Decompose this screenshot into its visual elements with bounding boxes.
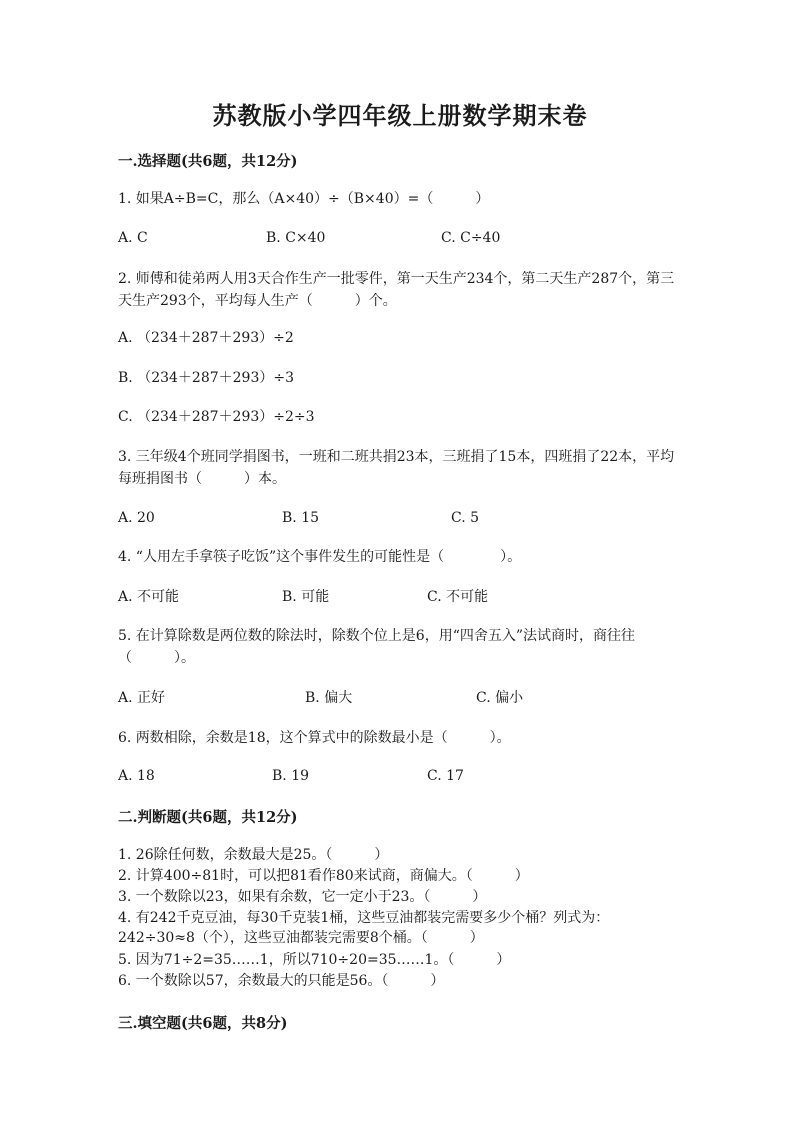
- judge-question-4: 4. 有242千克豆油，每30千克装1桶，这些豆油都装完需要多少个桶？列式为：242÷30≈8（个），这些豆油都装完需要8个桶。（ ）: [118, 910, 610, 946]
- choice-6-option-c: C. 17: [427, 768, 464, 784]
- page-title: 苏教版小学四年级上册数学期末卷: [212, 101, 588, 130]
- choice-4-option-b: B. 可能: [282, 589, 330, 605]
- section-heading-judge: 二.判断题(共6题，共12分): [118, 809, 298, 826]
- choice-2-option-c: C. （234＋287＋293）÷2÷3: [118, 409, 315, 425]
- choice-6-option-b: B. 19: [272, 768, 310, 784]
- choice-question-1: 1. 如果A÷B=C，那么（A×40）÷（B×40）=（ ）: [118, 191, 490, 207]
- choice-question-3: 3. 三年级4个班同学捐图书，一班和二班共捐23本，三班捐了15本，四班捐了22本，平均每班捐图书（ ）本。: [118, 449, 675, 487]
- judge-question-1: 1. 26除任何数，余数最大是25。（ ）: [118, 847, 389, 863]
- choice-3-option-a: A. 20: [118, 510, 155, 526]
- choice-5-option-a: A. 正好: [118, 690, 166, 706]
- choice-5-option-b: B. 偏大: [305, 690, 353, 706]
- choice-6-option-a: A. 18: [118, 768, 155, 784]
- choice-1-option-a: A. C: [118, 230, 148, 246]
- judge-question-6: 6. 一个数除以57，余数最大的只能是56。（ ）: [118, 973, 445, 989]
- choice-3-option-b: B. 15: [282, 510, 320, 526]
- judge-question-5: 5. 因为71÷2=35……1，所以710÷20=35……1。（ ）: [118, 952, 511, 968]
- judge-question-3: 3. 一个数除以23，如果有余数，它一定小于23。（ ）: [118, 889, 487, 905]
- choice-question-5: 5. 在计算除数是两位数的除法时，除数个位上是6，用“四舍五入”法试商时，商往往（ ）。: [118, 628, 636, 666]
- section-heading-fill: 三.填空题(共6题，共8分): [118, 1015, 288, 1032]
- choice-1-option-c: C. C÷40: [441, 230, 501, 246]
- choice-1-option-b: B. C×40: [266, 230, 326, 246]
- section-heading-choice: 一.选择题(共6题，共12分): [118, 153, 298, 170]
- choice-5-option-c: C. 偏小: [476, 690, 524, 706]
- choice-4-option-a: A. 不可能: [118, 589, 180, 605]
- choice-question-2: 2. 师傅和徒弟两人用3天合作生产一批零件，第一天生产234个，第二天生产287个，第三天生产293个，平均每人生产（ ）个。: [118, 271, 675, 309]
- judge-question-2: 2. 计算400÷81时，可以把81看作80来试商，商偏大。（ ）: [118, 868, 529, 884]
- choice-question-4: 4. “人用左手拿筷子吃饭”这个事件发生的可能性是（ ）。: [118, 549, 522, 565]
- choice-3-option-c: C. 5: [451, 510, 480, 526]
- choice-4-option-c: C. 不可能: [427, 589, 489, 605]
- choice-question-6: 6. 两数相除，余数是18，这个算式中的除数最小是（ ）。: [118, 730, 511, 746]
- choice-2-option-a: A. （234＋287＋293）÷2: [118, 330, 294, 346]
- choice-2-option-b: B. （234＋287＋293）÷3: [118, 370, 294, 386]
